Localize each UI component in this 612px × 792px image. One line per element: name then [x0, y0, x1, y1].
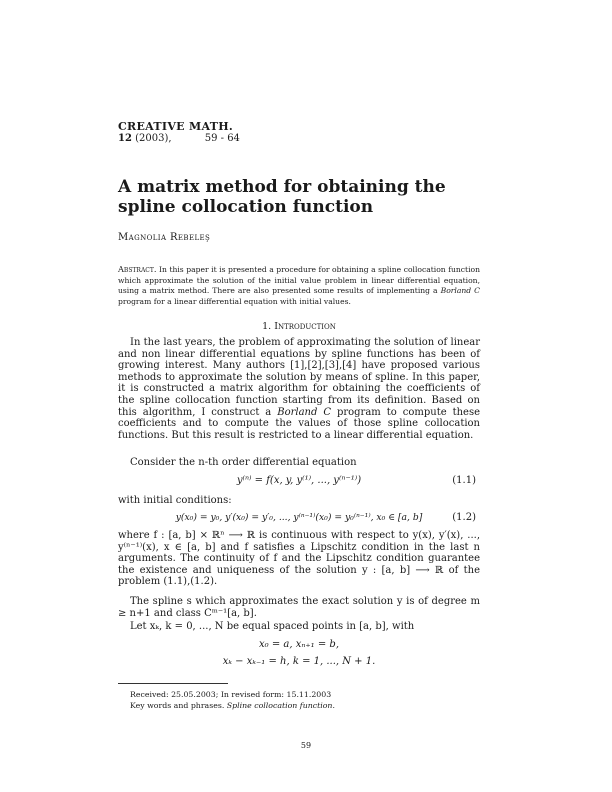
equation-1-2-formula: y(x₀) = y₀, y′(x₀) = y′₀, ..., y⁽ⁿ⁻¹⁾(x₀) = y₀⁽ⁿ⁻¹⁾, x₀ ∈ [a, b]: [175, 512, 423, 523]
footnote-rule: [118, 683, 228, 684]
page-range: 59 - 64: [204, 133, 240, 144]
equation-1-2-number: (1.2): [452, 512, 476, 523]
paragraph-intro-b: program to compute these coefficients and to compute the values of those spline collocation functions. But this result is restricted to a linear differential equation.: [118, 406, 481, 441]
equation-1-1-formula: y⁽ⁿ⁾ = f(x, y, y⁽¹⁾, ..., y⁽ⁿ⁻¹⁾): [236, 475, 362, 486]
footnote-received: Received: 25.05.2003; In revised form: 15.11.2003: [130, 690, 332, 699]
section-number: 1.: [262, 321, 272, 332]
footnote-keywords: [130, 701, 335, 711]
paper-title: A matrix method for obtaining the spline collocation function: [118, 177, 446, 217]
equation-1-2: [118, 512, 480, 526]
abstract: [118, 264, 480, 307]
volume-number: 12: [118, 133, 132, 144]
paragraph-points: Let xₖ, k = 0, ..., N be equal spaced points in [a, b], with: [130, 621, 415, 632]
volume-year: (2003),: [135, 133, 172, 144]
page-number: 59: [300, 741, 312, 750]
paragraph-consider: Consider the n-th order differential equation: [130, 457, 357, 468]
abstract-emphasis: Borland C: [440, 286, 480, 296]
footnote-keywords-label: Key words and phrases.: [130, 701, 225, 710]
section-title: Introduction: [274, 321, 336, 332]
abstract-label: Abstract.: [118, 264, 157, 274]
footnote-keywords-text: Spline collocation function.: [224, 701, 335, 710]
section-heading: [118, 321, 480, 332]
author-name: Magnolia Rebeleş: [118, 232, 211, 243]
equation-points-2-formula: xₖ − xₖ₋₁ = h, k = 1, ..., N + 1.: [222, 656, 376, 667]
journal-name: CREATIVE MATH.: [118, 120, 234, 133]
paragraph-intro-emphasis: Borland C: [277, 406, 331, 418]
equation-points-2: [118, 656, 480, 670]
paragraph-initial-conditions: with initial conditions:: [118, 495, 232, 506]
equation-1-1-number: (1.1): [452, 475, 476, 486]
equation-points-1: [118, 639, 480, 653]
paragraph-where: where f : [a, b] × ℝⁿ ⟶ ℝ is continuous with respect to y(x), y′(x), ..., y⁽ⁿ⁻¹⁾(x), x ∈ [a, b] and f satisfies a Lipschitz condition in the last n arguments. The continuity of f and the Lipschitz condition guarantee the existence and uniqueness of the solution y : [a, b] ⟶ ℝ of the problem (1.1),(1.2).: [118, 530, 480, 588]
abstract-text-1: In this paper it is presented a procedure for obtaining a spline collocation function which approximate the solution of the initial value problem in linear differential equation, using a matrix method. There are also presented some results of implementing a: [118, 265, 480, 296]
volume-line: [118, 133, 240, 144]
paragraph-intro-a: In the last years, the problem of approximating the solution of linear and non linear differential equations by spline functions has been of growing interest. Many authors [1],[2],[3],[4] have proposed various methods to approximate the solution by means of spline. In this paper, it is constructed a matrix algorithm for obtaining the coefficients of the spline collocation function starting from its definition. Based on this algorithm, I construct a: [118, 337, 480, 418]
abstract-text-2: program for a linear differential equation with initial values.: [118, 296, 351, 306]
equation-1-1: [118, 475, 480, 489]
paragraph-intro: [118, 337, 480, 441]
paragraph-spline: The spline s which approximates the exact solution y is of degree m ≥ n+1 and class Cᵐ⁻¹[a, b].: [118, 596, 480, 619]
equation-points-1-formula: x₀ = a, xₙ₊₁ = b,: [259, 639, 339, 650]
